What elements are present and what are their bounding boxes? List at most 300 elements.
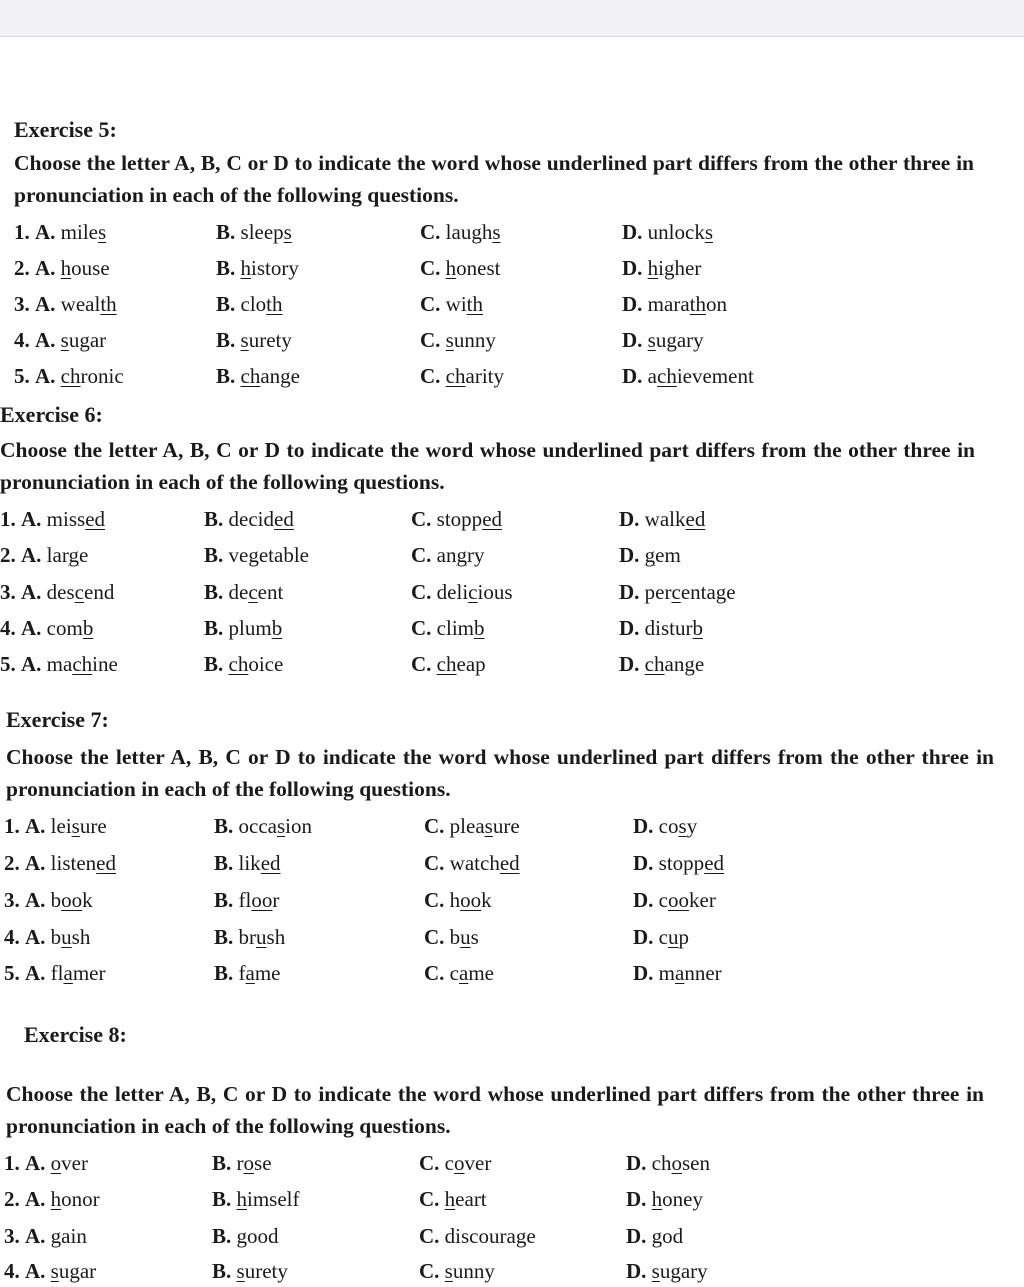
option-letter: A. — [21, 507, 42, 531]
question-row — [0, 1185, 1024, 1215]
option-word: chosen — [651, 1151, 710, 1175]
option-letter: A. — [21, 543, 42, 567]
option-letter: D. — [626, 1259, 647, 1283]
underlined-part: h — [240, 256, 252, 280]
answer-option-b — [214, 959, 281, 987]
answer-option-b — [216, 362, 300, 390]
option-letter: A. — [25, 851, 46, 875]
answer-option-b — [216, 326, 292, 354]
question-number: 5. — [4, 961, 20, 985]
answer-option-b — [212, 1222, 279, 1250]
question-number: 4. — [14, 328, 30, 352]
underlined-part: u — [460, 925, 471, 949]
answer-option-c — [420, 254, 501, 282]
answer-option-d — [633, 959, 722, 987]
answer-option-a — [14, 326, 106, 354]
option-letter: C. — [424, 925, 445, 949]
option-letter: C. — [420, 292, 441, 316]
option-letter: A. — [35, 256, 56, 280]
option-word: heart — [444, 1187, 487, 1211]
option-word: bus — [449, 925, 479, 949]
option-letter: A. — [35, 328, 56, 352]
answer-option-c — [411, 650, 486, 678]
option-letter: A. — [21, 616, 42, 640]
option-letter: B. — [214, 814, 234, 838]
underlined-part: b — [271, 616, 283, 640]
option-word: manner — [658, 961, 722, 985]
answer-option-c — [419, 1257, 495, 1285]
answer-option-b — [214, 886, 279, 914]
question-number: 4. — [4, 1259, 20, 1283]
answer-option-c — [420, 218, 501, 246]
option-word: honor — [50, 1187, 100, 1211]
underlined-part: g — [456, 543, 467, 567]
option-letter: B. — [212, 1259, 232, 1283]
option-word: cooker — [658, 888, 716, 912]
option-word: miles — [60, 220, 107, 244]
answer-option-a — [4, 923, 90, 951]
question-number: 1. — [4, 1151, 20, 1175]
question-number: 3. — [4, 1224, 20, 1248]
question-number: 2. — [4, 1187, 20, 1211]
underlined-part: s — [651, 1259, 660, 1283]
underlined-part: u — [256, 925, 267, 949]
option-word: sugary — [647, 328, 704, 352]
option-word: house — [60, 256, 110, 280]
option-word: honest — [445, 256, 501, 280]
option-word: sunny — [445, 328, 496, 352]
option-word: floor — [238, 888, 280, 912]
answer-option-d — [626, 1185, 703, 1213]
exercise-title: Exercise 8: — [24, 1022, 127, 1047]
answer-option-b — [216, 218, 292, 246]
option-word: listened — [50, 851, 116, 875]
option-word: himself — [236, 1187, 300, 1211]
answer-option-a — [4, 1222, 87, 1250]
question-row — [0, 362, 1024, 392]
answer-option-c — [419, 1222, 536, 1250]
underlined-part: ed — [499, 851, 520, 875]
underlined-part: a — [63, 961, 73, 985]
viewer-toolbar — [0, 0, 1024, 37]
option-word: honey — [651, 1187, 703, 1211]
exercise-title: Exercise 7: — [6, 707, 109, 732]
option-letter: C. — [420, 328, 441, 352]
option-word: bush — [50, 925, 91, 949]
underlined-part: s — [647, 328, 656, 352]
answer-option-a — [14, 254, 110, 282]
option-letter: D. — [619, 507, 640, 531]
underlined-part: a — [245, 961, 255, 985]
option-word: achievement — [647, 364, 754, 388]
underlined-part: o — [50, 1151, 62, 1175]
answer-option-b — [214, 849, 281, 877]
option-letter: A. — [21, 580, 42, 604]
option-letter: B. — [214, 961, 234, 985]
underlined-part: ed — [685, 507, 706, 531]
answer-option-a — [14, 218, 106, 246]
option-word: marathon — [647, 292, 727, 316]
option-letter: B. — [216, 220, 236, 244]
underlined-part: c — [468, 580, 478, 604]
option-word: cup — [658, 925, 689, 949]
option-letter: B. — [216, 256, 236, 280]
option-word: change — [644, 652, 705, 676]
underlined-part: ch — [657, 364, 677, 388]
answer-option-c — [419, 1149, 491, 1177]
answer-option-d — [626, 1149, 710, 1177]
answer-option-a — [4, 812, 107, 840]
answer-option-d — [622, 362, 754, 390]
underlined-part: oo — [460, 888, 482, 912]
underlined-part: th — [100, 292, 117, 316]
option-word: change — [240, 364, 300, 388]
underlined-part: s — [704, 220, 714, 244]
answer-option-a — [0, 614, 93, 642]
option-letter: C. — [411, 616, 432, 640]
option-word: rose — [236, 1151, 272, 1175]
question-number: 1. — [14, 220, 30, 244]
answer-option-d — [619, 505, 705, 533]
answer-option-c — [424, 923, 479, 951]
option-word: cosy — [658, 814, 698, 838]
option-word: descend — [46, 580, 115, 604]
answer-option-c — [424, 959, 494, 987]
option-letter: B. — [204, 580, 224, 604]
answer-option-c — [411, 505, 502, 533]
answer-option-c — [420, 326, 496, 354]
option-letter: D. — [622, 328, 643, 352]
question-row — [0, 578, 1024, 608]
option-letter: C. — [411, 580, 432, 604]
underlined-part: o — [243, 1151, 255, 1175]
option-letter: A. — [35, 220, 56, 244]
underlined-part: ch — [72, 652, 93, 676]
underlined-part: ch — [240, 364, 261, 388]
option-word: angry — [436, 543, 485, 567]
option-word: machine — [46, 652, 118, 676]
option-word: fame — [238, 961, 281, 985]
option-word: surety — [240, 328, 292, 352]
option-word: book — [50, 888, 93, 912]
option-word: stopped — [436, 507, 503, 531]
option-word: leisure — [50, 814, 107, 838]
underlined-part: s — [484, 814, 493, 838]
exercise-title: Exercise 6: — [0, 402, 103, 427]
question-number: 5. — [14, 364, 30, 388]
underlined-part: th — [466, 292, 484, 316]
option-letter: A. — [25, 961, 46, 985]
answer-option-a — [4, 849, 116, 877]
option-letter: D. — [633, 925, 654, 949]
option-word: sugar — [50, 1259, 97, 1283]
answer-option-d — [622, 218, 713, 246]
underlined-part: s — [50, 1259, 59, 1283]
exercise-instruction: Choose the letter A, B, C or D to indicate the word whose underlined part differs from the other three in pronunciation in each of the following questions. — [0, 438, 975, 494]
option-word: percentage — [644, 580, 736, 604]
answer-option-b — [204, 650, 283, 678]
underlined-part: ch — [228, 652, 249, 676]
question-number: 1. — [0, 507, 16, 531]
option-letter: A. — [25, 1259, 46, 1283]
question-row — [0, 1149, 1024, 1179]
underlined-part: g — [644, 543, 656, 567]
underlined-part: th — [689, 292, 706, 316]
option-letter: D. — [622, 364, 643, 388]
option-word: discourage — [444, 1224, 536, 1248]
answer-option-b — [216, 290, 283, 318]
option-letter: A. — [35, 292, 56, 316]
question-row — [0, 254, 1024, 284]
exercise-instruction: Choose the letter A, B, C or D to indicate the word whose underlined part differs from the other three in pronunciation in each of the following questions. — [6, 1082, 984, 1138]
option-letter: C. — [424, 888, 445, 912]
option-letter: C. — [420, 364, 441, 388]
underlined-part: s — [283, 220, 292, 244]
option-word: chronic — [60, 364, 124, 388]
underlined-part: oo — [61, 888, 83, 912]
answer-option-a — [4, 1149, 88, 1177]
option-word: cloth — [240, 292, 283, 316]
option-word: missed — [46, 507, 106, 531]
question-row — [0, 1222, 1024, 1252]
answer-option-d — [619, 650, 704, 678]
option-letter: C. — [419, 1187, 440, 1211]
question-number: 4. — [4, 925, 20, 949]
underlined-part: ch — [60, 364, 81, 388]
answer-option-a — [0, 541, 88, 569]
option-word: cover — [444, 1151, 492, 1175]
underlined-part: a — [675, 961, 685, 985]
answer-option-a — [0, 650, 118, 678]
option-letter: A. — [25, 1187, 46, 1211]
option-letter: A. — [25, 1151, 46, 1175]
answer-option-d — [619, 541, 681, 569]
question-number: 2. — [4, 851, 20, 875]
option-word: decided — [228, 507, 294, 531]
option-word: god — [651, 1224, 684, 1248]
question-row — [0, 541, 1024, 571]
option-word: laughs — [445, 220, 501, 244]
option-letter: D. — [619, 652, 640, 676]
option-letter: B. — [204, 652, 224, 676]
option-letter: C. — [411, 652, 432, 676]
option-letter: C. — [411, 507, 432, 531]
answer-option-c — [424, 886, 492, 914]
option-letter: D. — [633, 814, 654, 838]
option-word: higher — [647, 256, 702, 280]
answer-option-d — [626, 1257, 708, 1285]
underlined-part: ed — [96, 851, 116, 875]
underlined-part: h — [50, 1187, 62, 1211]
question-number: 3. — [14, 292, 30, 316]
option-word: delicious — [436, 580, 513, 604]
underlined-part: s — [444, 1259, 453, 1283]
question-row — [0, 505, 1024, 535]
answer-option-d — [619, 614, 703, 642]
answer-option-d — [633, 923, 689, 951]
underlined-part: s — [492, 220, 501, 244]
underlined-part: oo — [668, 888, 689, 912]
question-number: 3. — [4, 888, 20, 912]
option-letter: B. — [214, 851, 234, 875]
question-row — [0, 812, 1024, 842]
option-word: vegetable — [228, 543, 309, 567]
option-letter: B. — [214, 925, 234, 949]
underlined-part: o — [671, 1151, 682, 1175]
underlined-part: c — [248, 580, 258, 604]
option-letter: A. — [25, 888, 46, 912]
underlined-part: ch — [644, 652, 665, 676]
option-word: sugary — [651, 1259, 708, 1283]
option-word: came — [449, 961, 494, 985]
question-row — [0, 959, 1024, 989]
underlined-part: ed — [274, 507, 294, 531]
underlined-part: ed — [260, 851, 281, 875]
question-row — [0, 290, 1024, 320]
option-word: large — [46, 543, 89, 567]
option-word: brush — [238, 925, 286, 949]
question-number: 2. — [0, 543, 16, 567]
underlined-part: s — [445, 328, 454, 352]
option-letter: C. — [411, 543, 432, 567]
option-letter: D. — [619, 616, 640, 640]
answer-option-a — [4, 1185, 100, 1213]
answer-option-c — [411, 614, 485, 642]
question-number: 4. — [0, 616, 16, 640]
underlined-part: oo — [251, 888, 273, 912]
option-letter: D. — [626, 1224, 647, 1248]
option-letter: B. — [216, 328, 236, 352]
underlined-part: h — [647, 256, 659, 280]
exercise-instruction: Choose the letter A, B, C or D to indicate the word whose underlined part differs from the other three in pronunciation in each of the following questions. — [6, 745, 994, 801]
underlined-part: h — [60, 256, 72, 280]
underlined-part: a — [459, 961, 469, 985]
underlined-part: ed — [85, 507, 106, 531]
answer-option-a — [4, 1257, 96, 1285]
underlined-part: b — [692, 616, 704, 640]
option-word: walked — [644, 507, 706, 531]
answer-option-b — [216, 254, 299, 282]
option-letter: D. — [622, 292, 643, 316]
answer-option-c — [420, 362, 504, 390]
underlined-part: c — [74, 580, 84, 604]
answer-option-c — [424, 849, 520, 877]
underlined-part: o — [454, 1151, 465, 1175]
underlined-part: ch — [436, 652, 457, 676]
question-number: 5. — [0, 652, 16, 676]
option-letter: D. — [626, 1187, 647, 1211]
underlined-part: s — [60, 328, 69, 352]
option-word: over — [50, 1151, 88, 1175]
answer-option-d — [619, 578, 736, 606]
option-letter: D. — [633, 851, 654, 875]
question-row — [0, 886, 1024, 916]
answer-option-c — [411, 541, 485, 569]
answer-option-b — [214, 923, 285, 951]
option-word: surety — [236, 1259, 288, 1283]
question-row — [0, 923, 1024, 953]
underlined-part: th — [266, 292, 283, 316]
question-number: 2. — [14, 256, 30, 280]
option-word: occasion — [238, 814, 313, 838]
exercise-title: Exercise 5: — [14, 117, 117, 142]
option-letter: A. — [21, 652, 42, 676]
option-word: choice — [228, 652, 284, 676]
option-letter: C. — [420, 256, 441, 280]
option-letter: D. — [622, 220, 643, 244]
option-letter: C. — [419, 1224, 440, 1248]
option-letter: D. — [619, 580, 640, 604]
option-letter: C. — [424, 961, 445, 985]
question-row — [0, 849, 1024, 879]
question-row — [0, 614, 1024, 644]
option-letter: B. — [216, 292, 236, 316]
option-letter: C. — [424, 851, 445, 875]
underlined-part: s — [240, 328, 249, 352]
option-letter: B. — [212, 1224, 232, 1248]
underlined-part: s — [276, 814, 286, 838]
option-letter: B. — [216, 364, 236, 388]
answer-option-d — [622, 254, 701, 282]
option-word: sugar — [60, 328, 107, 352]
answer-option-a — [4, 959, 105, 987]
underlined-part: h — [444, 1187, 456, 1211]
answer-option-d — [633, 812, 697, 840]
option-word: charity — [445, 364, 504, 388]
answer-option-b — [212, 1185, 300, 1213]
option-word: liked — [238, 851, 281, 875]
underlined-part: h — [236, 1187, 248, 1211]
underlined-part: ed — [704, 851, 725, 875]
option-letter: A. — [25, 925, 46, 949]
underlined-part: s — [98, 220, 107, 244]
option-word: history — [240, 256, 299, 280]
option-word: cheap — [436, 652, 486, 676]
answer-option-d — [622, 290, 727, 318]
option-letter: C. — [424, 814, 445, 838]
option-word: good — [236, 1224, 279, 1248]
underlined-part: ch — [445, 364, 466, 388]
answer-option-a — [0, 578, 114, 606]
option-letter: D. — [619, 543, 640, 567]
underlined-part: c — [671, 580, 681, 604]
answer-option-d — [633, 849, 724, 877]
underlined-part: g — [68, 543, 79, 567]
option-letter: B. — [212, 1187, 232, 1211]
underlined-part: ed — [482, 507, 503, 531]
answer-option-d — [633, 886, 716, 914]
question-row — [0, 1257, 1024, 1287]
option-letter: D. — [626, 1151, 647, 1175]
answer-option-a — [14, 362, 124, 390]
option-letter: A. — [35, 364, 56, 388]
option-letter: B. — [212, 1151, 232, 1175]
option-word: with — [445, 292, 484, 316]
answer-option-b — [204, 578, 283, 606]
option-letter: D. — [633, 888, 654, 912]
option-letter: C. — [420, 220, 441, 244]
option-letter: B. — [214, 888, 234, 912]
option-word: flamer — [50, 961, 106, 985]
option-word: watched — [449, 851, 520, 875]
answer-option-b — [204, 614, 282, 642]
underlined-part: h — [651, 1187, 663, 1211]
option-letter: B. — [204, 507, 224, 531]
option-letter: D. — [633, 961, 654, 985]
option-word: wealth — [60, 292, 117, 316]
option-word: pleasure — [449, 814, 520, 838]
option-letter: C. — [419, 1259, 440, 1283]
